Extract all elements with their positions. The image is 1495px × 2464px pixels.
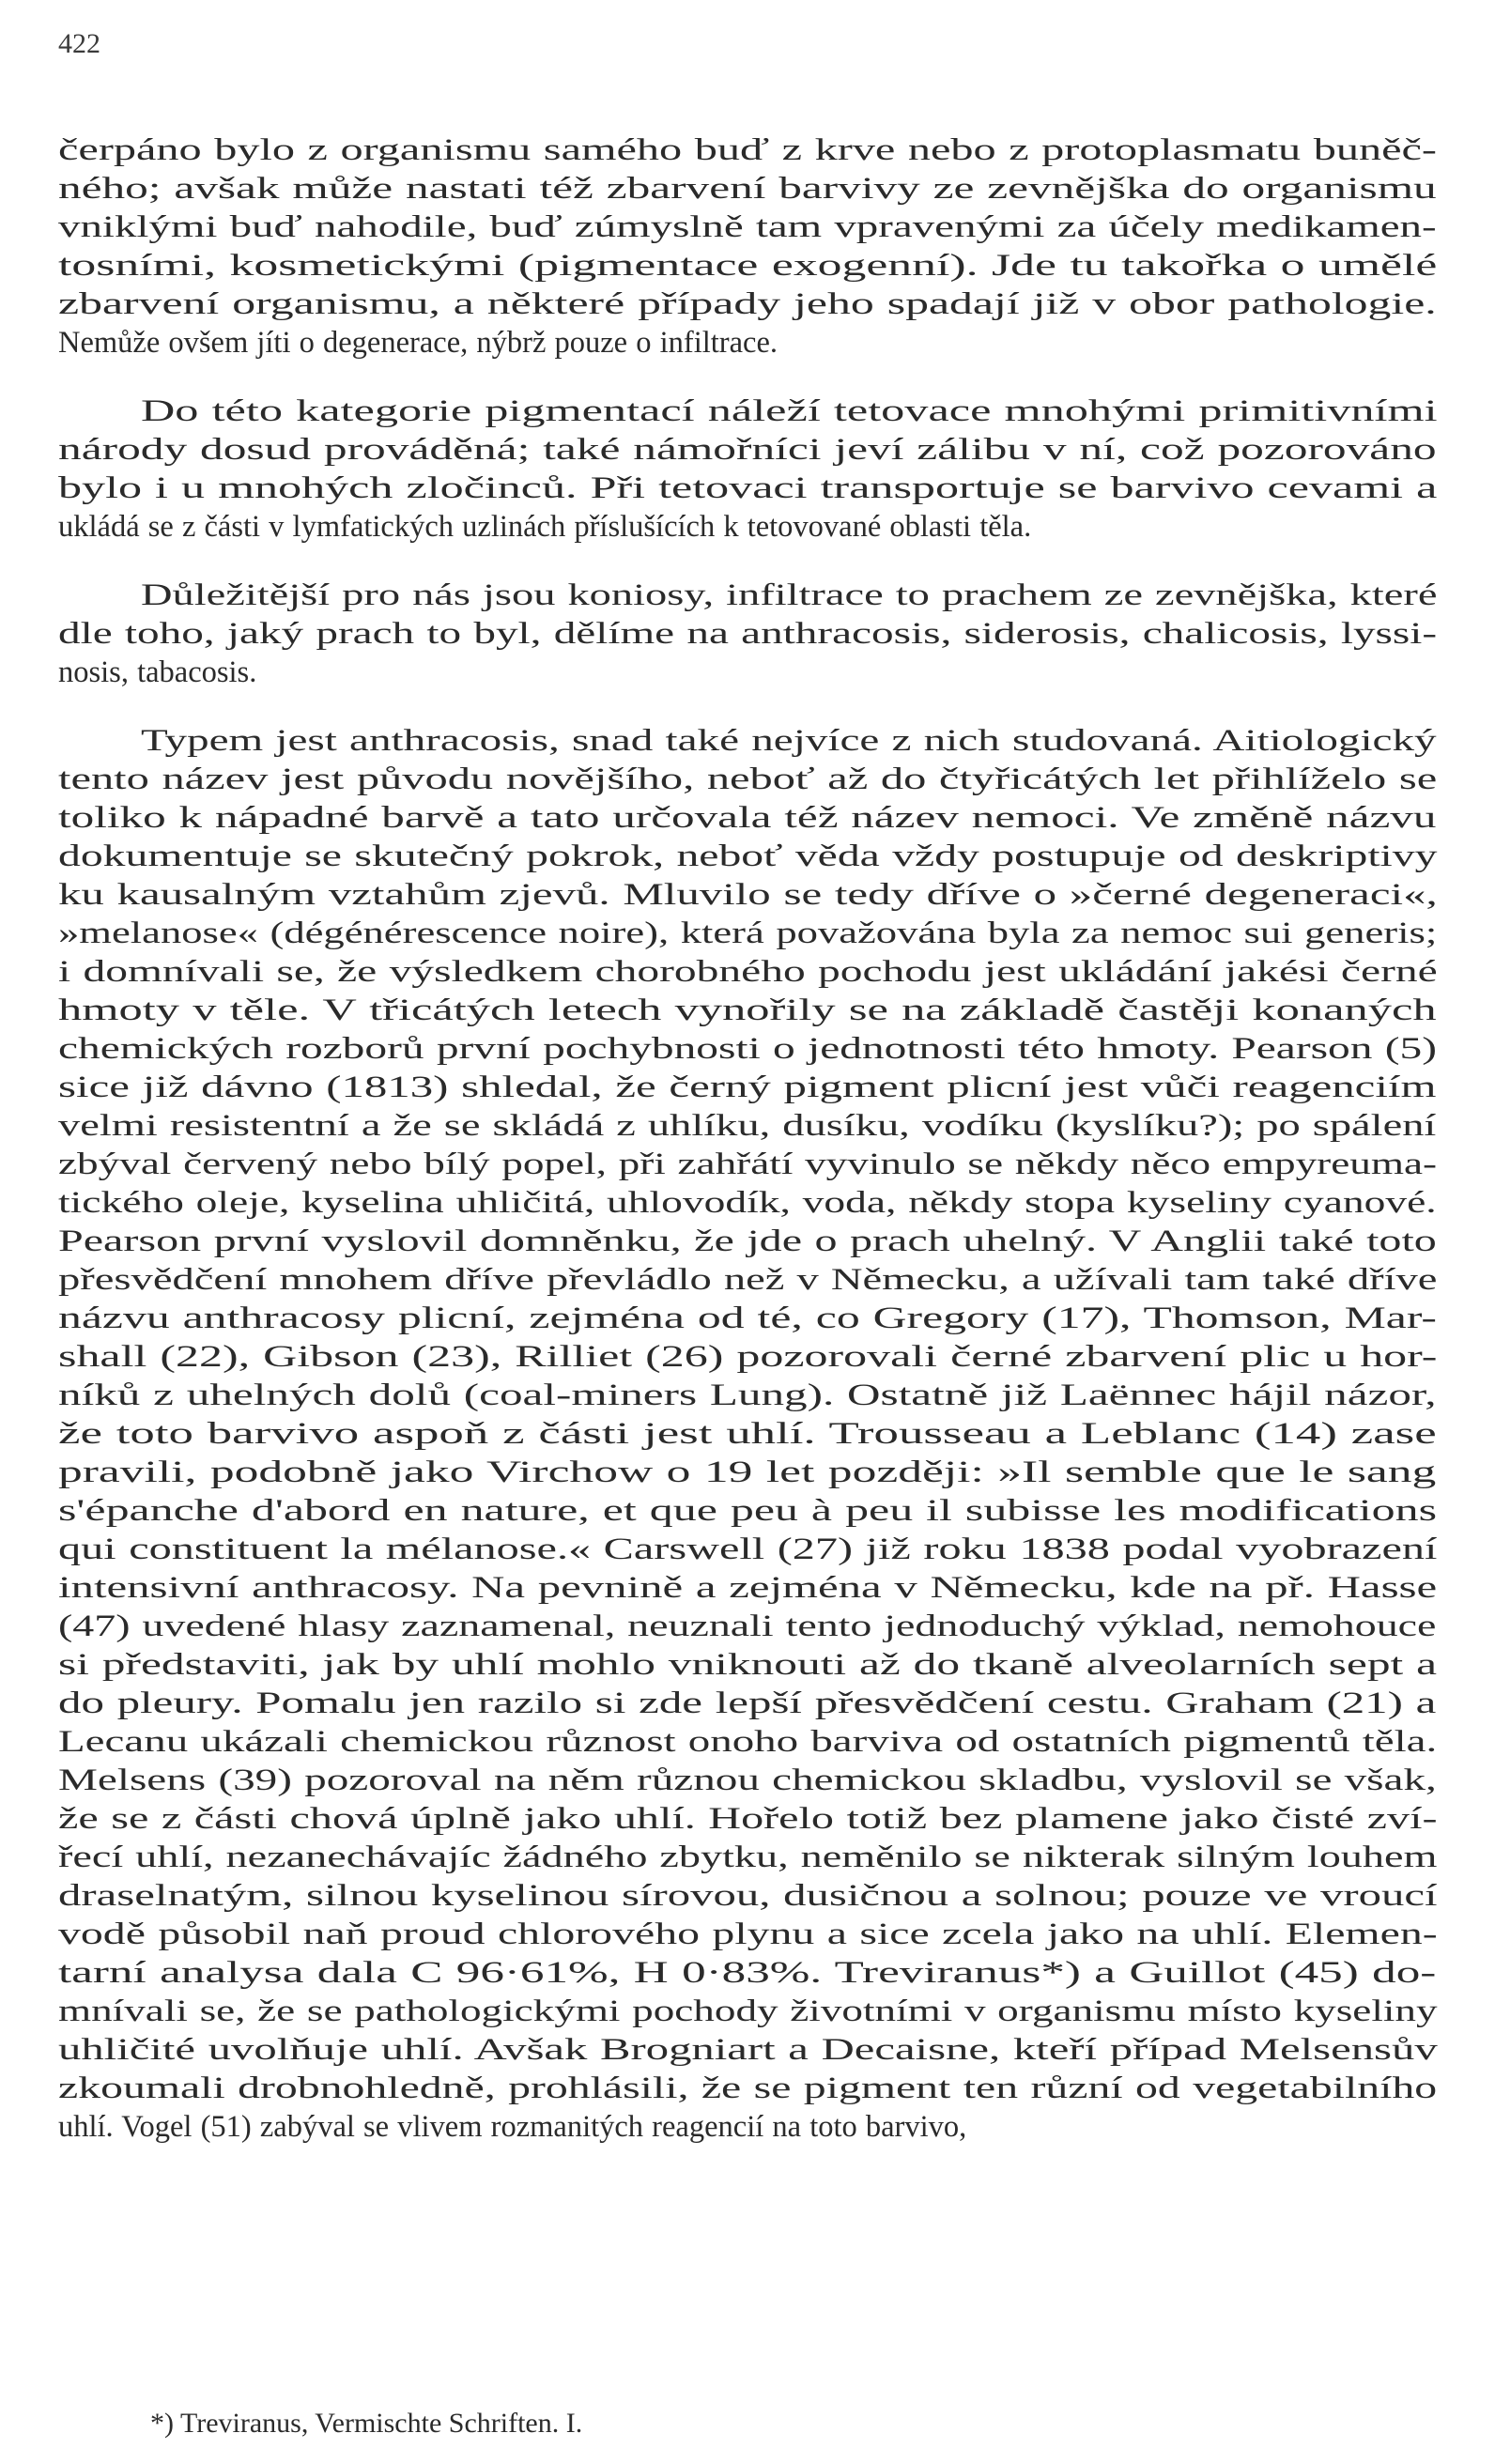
text-line: Do této kategorie pigmentací náleží tetovace mnohými primitivními <box>141 394 1438 428</box>
text-line: dle toho, jaký prach to byl, dělíme na anthracosis, siderosis, chalicosis, lyssi- <box>58 617 1438 651</box>
text-line: ukládá se z části v lymfatických uzlinách příslušících k tetovované oblasti těla. <box>58 510 1032 544</box>
text-line: že se z části chová úplně jako uhlí. Hořelo totiž bez plamene jako čisté zví- <box>58 1802 1438 1836</box>
text-line: shall (22), Gibson (23), Rilliet (26) pozorovali černé zbarvení plic u hor- <box>58 1340 1438 1374</box>
text-line: mnívali se, že se pathologickými pochody životními v organismu místo kyseliny <box>58 1994 1438 2028</box>
text-line: tického oleje, kyselina uhličitá, uhlovodík, voda, někdy stopa kyseliny cyanové. <box>58 1186 1437 1220</box>
text-line: názvu anthracosy plicní, zejména od té, co Gregory (17), Thomson, Mar- <box>58 1301 1437 1335</box>
text-line: sice již dávno (1813) shledal, že černý pigment plicní jest vůči reagenciím <box>58 1070 1437 1104</box>
text-line: níků z uhelných dolů (coal-miners Lung). Ostatně již Laënnec hájil názor, <box>58 1378 1437 1412</box>
page-number: 422 <box>58 28 100 59</box>
text-line: Typem jest anthracosis, snad také nejvíce z nich studovaná. Aitiologický <box>141 724 1437 758</box>
text-line: toliko k nápadné barvě a tato určovala též název nemoci. Ve změně názvu <box>58 801 1437 835</box>
text-line: hmoty v těle. V třicátých letech vynořily se na základě častěji konaných <box>58 993 1437 1027</box>
text-line: řecí uhlí, nezanechávajíc žádného zbytku, neměnilo se nikterak silným louhem <box>58 1840 1438 1874</box>
text-line: ku kausalným vztahům zjevů. Mluvilo se tedy dříve o »černé degeneraci«, <box>58 878 1438 912</box>
text-line: ného; avšak může nastati též zbarvení barvivy ze zevnějška do organismu <box>58 172 1437 206</box>
text-line: zbýval červený nebo bílý popel, při zahřátí vyvinulo se někdy něco empyreuma- <box>58 1147 1438 1181</box>
text-line: s'épanche d'abord en nature, et que peu à peu il subisse les modifications <box>58 1494 1437 1528</box>
footnote: *) Treviranus, Vermischte Schriften. I. <box>150 2408 583 2439</box>
text-line: intensivní anthracosy. Na pevnině a zejména v Německu, kde na př. Hasse <box>58 1571 1438 1605</box>
text-line: Nemůže ovšem jíti o degenerace, nýbrž pouze o infiltrace. <box>58 326 778 360</box>
text-line: draselnatým, silnou kyselinou sírovou, dusičnou a solnou; pouze ve vroucí <box>58 1879 1438 1913</box>
text-line: národy dosud prováděná; také námořníci jeví zálibu v ní, což pozorováno <box>58 433 1437 467</box>
text-line: velmi resistentní a že se skládá z uhlíku, dusíku, vodíku (kyslíku?); po spálení <box>58 1109 1437 1143</box>
text-line: si představiti, jak by uhlí mohlo vniknouti až do tkaně alveolarních sept a <box>58 1648 1438 1682</box>
text-line: qui constituent la mélanose.« Carswell (27) již roku 1838 podal vyobrazení <box>58 1532 1438 1566</box>
text-line: i domnívali se, že výsledkem chorobného pochodu jest ukládání jakési černé <box>58 955 1438 989</box>
text-line: vniklými buď nahodile, buď zúmyslně tam vpravenými za účely medikamen- <box>58 210 1437 244</box>
text-line: tarní analysa dala C 96·61%, H 0·83%. Treviranus*) a Guillot (45) do- <box>58 1956 1437 1990</box>
text-line: Lecanu ukázali chemickou různost onoho barviva od ostatních pigmentů těla. <box>58 1725 1438 1759</box>
text-line: dokumentuje se skutečný pokrok, neboť věda vždy postupuje od deskriptivy <box>58 839 1438 873</box>
text-line: uhlí. Vogel (51) zabýval se vlivem rozmanitých reagencií na toto barvivo, <box>58 2110 967 2144</box>
text-line: zbarvení organismu, a některé případy jeho spadají již v obor pathologie. <box>58 287 1437 321</box>
text-line: čerpáno bylo z organismu samého buď z krve nebo z protoplasmatu buněč- <box>58 133 1437 167</box>
text-line: přesvědčení mnohem dříve převládlo než v Německu, a užívali tam také dříve <box>58 1263 1438 1297</box>
text-line: Pearson první vyslovil domněnku, že jde o prach uhelný. V Anglii také toto <box>58 1224 1437 1258</box>
text-line: že toto barvivo aspoň z části jest uhlí. Trousseau a Leblanc (14) zase <box>58 1417 1437 1451</box>
text-line: zkoumali drobnohledně, prohlásili, že se pigment ten různí od vegetabilního <box>58 2071 1438 2105</box>
text-line: chemických rozborů první pochybnosti o jednotnosti této hmoty. Pearson (5) <box>58 1032 1437 1066</box>
text-line: bylo i u mnohých zločinců. Při tetovaci transportuje se barvivo cevami a <box>58 471 1438 505</box>
text-line: nosis, tabacosis. <box>58 655 257 689</box>
text-line: do pleury. Pomalu jen razilo si zde lepší přesvědčení cestu. Graham (21) a <box>58 1686 1437 1720</box>
text-line: vodě působil naň proud chlorového plynu a sice zcela jako na uhlí. Elemen- <box>58 1917 1438 1951</box>
text-line: tento název jest původu novějšího, neboť až do čtyřicátých let přihlíželo se <box>58 762 1438 796</box>
text-line: pravili, podobně jako Virchow o 19 let později: »Il semble que le sang <box>58 1455 1437 1489</box>
text-line: (47) uvedené hlasy zaznamenal, neuznali tento jednoduchý výklad, nemohouce <box>58 1609 1437 1643</box>
text-line: uhličité uvolňuje uhlí. Avšak Brogniart a Decaisne, kteří případ Melsensův <box>58 2033 1438 2067</box>
text-line: tosními, kosmetickými (pigmentace exogenní). Jde tu takořka o umělé <box>58 249 1438 283</box>
text-line: Melsens (39) pozoroval na něm různou chemickou skladbu, vyslovil se však, <box>58 1763 1437 1797</box>
text-line: Důležitější pro nás jsou koniosy, infiltrace to prachem ze zevnějška, které <box>141 578 1438 612</box>
text-line: »melanose« (dégénérescence noire), která považována byla za nemoc sui generis; <box>58 916 1438 950</box>
